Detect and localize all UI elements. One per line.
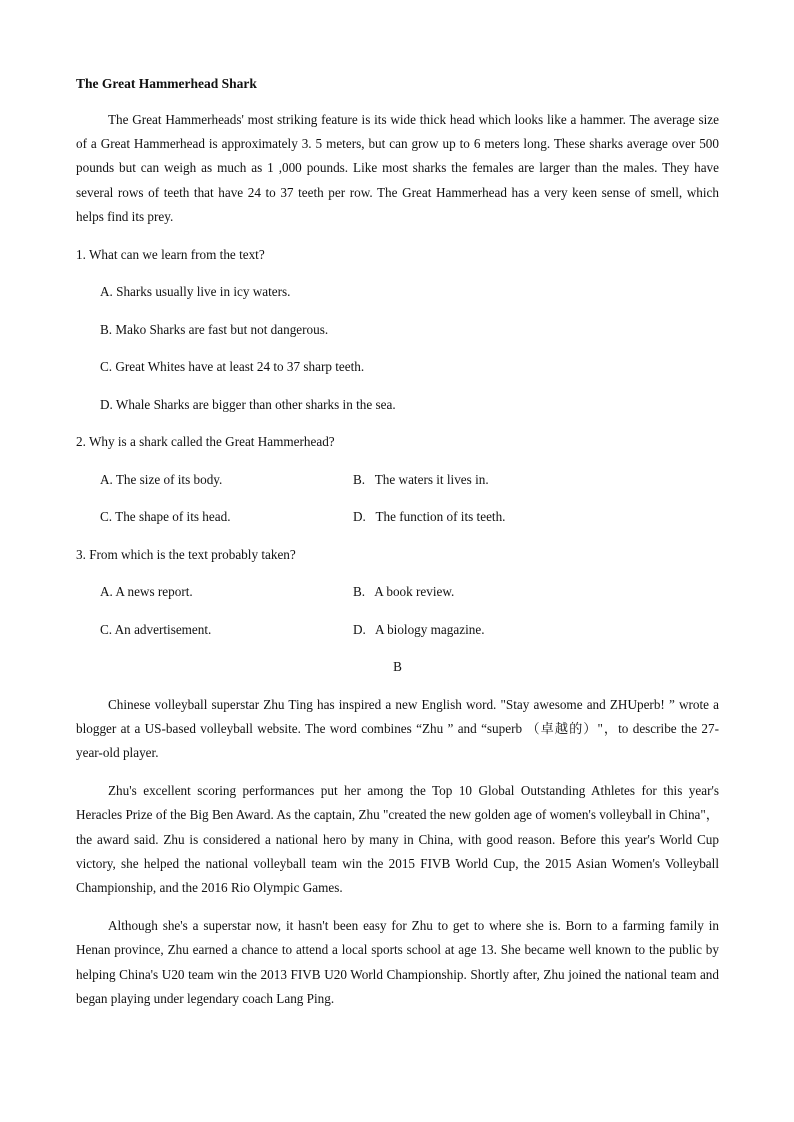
q3-option-d: D. A biology magazine.: [353, 621, 485, 637]
passage-b-paragraph-1: Chinese volleyball superstar Zhu Ting has inspired a new English word. "Stay awesome and ZHUperb! ” wrote a blogger at a US-based volleyball website. The word combines “Zhu ” and “superb （卓越的）"，to describe the 27-year-old player.: [76, 696, 719, 760]
passage-a-paragraph: The Great Hammerheads' most striking feature is its wide thick head which looks like a hammer. The average size of a Great Hammerhead is approximately 3. 5 meters, but can grow up to 6 meters long. These sharks average over 500 pounds but can weigh as much as 1 ,000 pounds. Like most sharks the females are larger than the males. They have several rows of teeth that have 24 to 37 teeth per row. The Great Hammerhead has a very keen sense of smell, which helps find its prey.: [76, 112, 719, 224]
section-label-b: B: [393, 659, 402, 675]
passage-b-paragraph-2: Zhu's excellent scoring performances put her among the Top 10 Global Outstanding Athletes for this year's Heracles Prize of the Big Ben Award. As the captain, Zhu "created the new golden age of women's volleyball in China"， the award said. Zhu is considered a national hero by many in China, with good reason. Before this year's World Cup victory, she helped the national volleyball team win the 2015 FIVB World Cup, the 2015 Asian Women's Volleyball Championship, and the 2016 Rio Olympic Games.: [76, 783, 719, 895]
question-3: 3. From which is the text probably taken?: [76, 546, 296, 562]
q3-option-a: A. A news report.: [100, 584, 193, 600]
passage-title: The Great Hammerhead Shark: [76, 76, 257, 91]
q1-option-d: D. Whale Sharks are bigger than other sharks in the sea.: [100, 396, 396, 412]
q1-option-a: A. Sharks usually live in icy waters.: [100, 284, 291, 300]
q1-option-b: B. Mako Sharks are fast but not dangerous.: [100, 321, 329, 337]
q3-option-c: C. An advertisement.: [100, 621, 212, 637]
document-page: [76, 72, 719, 1011]
question-1: 1. What can we learn from the text?: [76, 246, 265, 262]
q3-options-row-2: [76, 618, 719, 642]
q2-option-c: C. The shape of its head.: [100, 509, 231, 525]
q2-option-b: B. The waters it lives in.: [353, 471, 489, 487]
q2-options-row-2: [76, 505, 719, 529]
q2-option-d: D. The function of its teeth.: [353, 509, 506, 525]
q2-options-row-1: [76, 468, 719, 492]
q1-option-c: C. Great Whites have at least 24 to 37 sharp teeth.: [100, 359, 365, 375]
q3-options-row-1: [76, 580, 719, 604]
question-2: 2. Why is a shark called the Great Hammerhead?: [76, 434, 335, 450]
q3-option-b: B. A book review.: [353, 584, 455, 600]
passage-b-paragraph-3: Although she's a superstar now, it hasn't been easy for Zhu to get to where she is. Born to a farming family in Henan province, Zhu earned a chance to attend a local sports school at age 13. She became well known to the public by helping China's U20 team win the 2013 FIVB U20 World Championship. Shortly after, Zhu joined the national team and began playing under legendary coach Lang Ping.: [76, 918, 719, 1006]
q2-option-a: A. The size of its body.: [100, 471, 223, 487]
